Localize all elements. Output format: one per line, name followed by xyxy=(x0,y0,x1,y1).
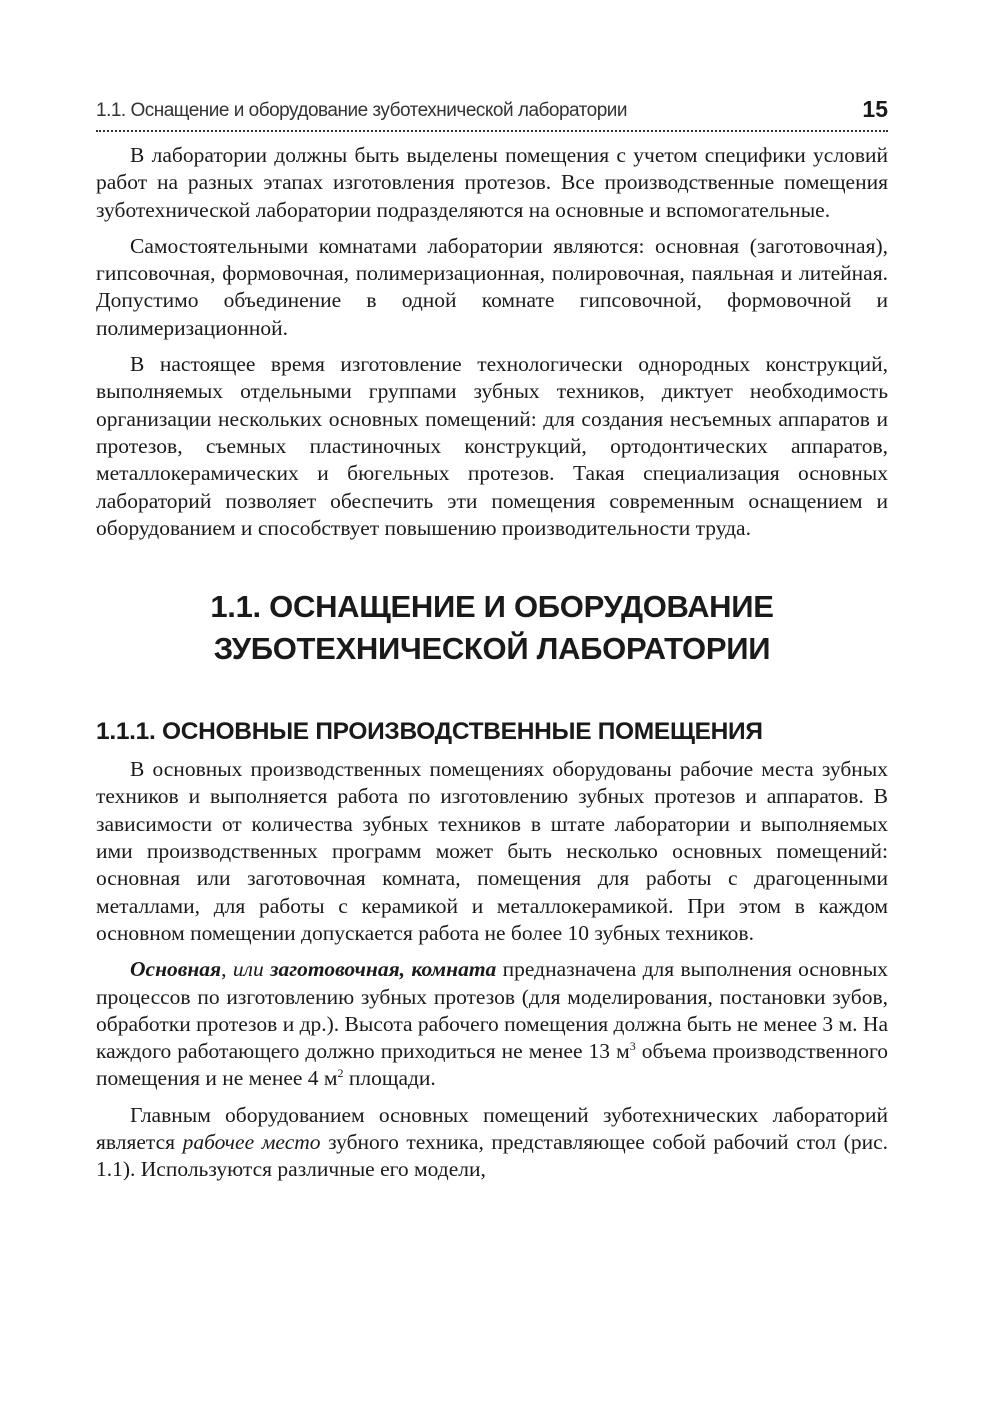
running-title: 1.1. Оснащение и оборудование зуботехнической лаборатории xyxy=(96,100,628,121)
intro-paragraph-2: Самостоятельными комнатами лаборатории являются: основная (заготовочная), гипсовочная, формовочная, полимеризационная, полировочная, паяльная и литейная. Допустимо объединение в одной комнате гипсовочной, формовочной и полимеризационной. xyxy=(96,233,888,340)
term-preparation-room: заготовочная, комната xyxy=(270,957,497,982)
paragraph-3-text-b: зубного техника, представляющее собой рабочий стол (рис. 1.1). Используются различные его модели, xyxy=(96,1130,888,1182)
section-paragraph-1: В основных производственных помещениях оборудованы рабочие места зубных техников и выполняется работа по изготовлению зубных протезов и аппаратов. В зависимости от количества зубных техников в штате лаборатории и выполняемых ими производственных программ может быть несколько основных помещений: основная или заготовочная комната, помещения для работы с драгоценными металлами, для работы с керамикой и металлокерамикой. При этом в каждом основном помещении допускается работа не более 10 зубных техников. xyxy=(96,757,888,945)
paragraph-2-text-b: объема производственного помещения и не менее 4 м xyxy=(96,1039,888,1091)
paragraph-2-text-a: предназначена для выполнения основных процессов по изготовлению зубных протезов (для моделирования, постановки зубов, обработки протезов и др.). Высота рабочего помещения должна быть не менее 3 м. На каждого работающего должно приходиться не менее 13 м xyxy=(96,957,889,1064)
superscript-cubic: 3 xyxy=(629,1039,636,1054)
term-main-room: Основная xyxy=(130,957,222,982)
chapter-heading-line-2: ЗУБОТЕХНИЧЕСКОЙ ЛАБОРАТОРИИ xyxy=(213,631,771,667)
term-connector: или xyxy=(232,957,264,982)
term-workplace: рабочее место xyxy=(182,1130,321,1155)
chapter-heading xyxy=(96,586,888,670)
page-number: 15 xyxy=(862,96,888,122)
intro-paragraph-3: В настоящее время изготовление технологически однородных конструкций, выполняемых отдельными группами зубных техников, диктует необходимость организации нескольких основных помещений: для создания несъемных аппаратов и протезов, съемных пластиночных конструкций, ортодонтических аппаратов, металлокерамических и бюгельных протезов. Такая специализация основных лабораторий позволяет обеспечить эти помещения современным оснащением и оборудованием и способствует повышению производительности труда. xyxy=(96,352,888,540)
chapter-heading-line-1: 1.1. ОСНАЩЕНИЕ И ОБОРУДОВАНИЕ xyxy=(210,589,774,625)
section-paragraph-2: Основная, или заготовочная, комната предназначена для выполнения основных процессов по изготовлению зубных протезов (для моделирования, постановки зубов, обработки протезов и др.). Высота рабочего помещения должна быть не менее 3 м. На каждого работающего должно приходиться не менее 13 $м^3$ объема производственного помещения и не менее 4 $м^2$ площади. xyxy=(96,957,889,1091)
paragraph-2-text-c: площади. xyxy=(343,1066,436,1091)
section-paragraph-3 xyxy=(96,1102,888,1184)
superscript-square: 2 xyxy=(337,1066,344,1081)
running-header xyxy=(96,92,888,132)
book-page xyxy=(96,92,888,1184)
paragraph-3-text-a: Главным оборудованием основных помещений зуботехнических лабораторий является xyxy=(96,1102,888,1155)
intro-paragraph-1: В лаборатории должны быть выделены помещения с учетом специфики условий работ на разных этапах изготовления протезов. Все производственные помещения зуботехнической лаборатории подразделяются на основные и вспомогательные. xyxy=(96,143,888,222)
section-heading: 1.1.1. ОСНОВНЫЕ ПРОИЗВОДСТВЕННЫЕ ПОМЕЩЕНИЯ xyxy=(96,718,763,746)
